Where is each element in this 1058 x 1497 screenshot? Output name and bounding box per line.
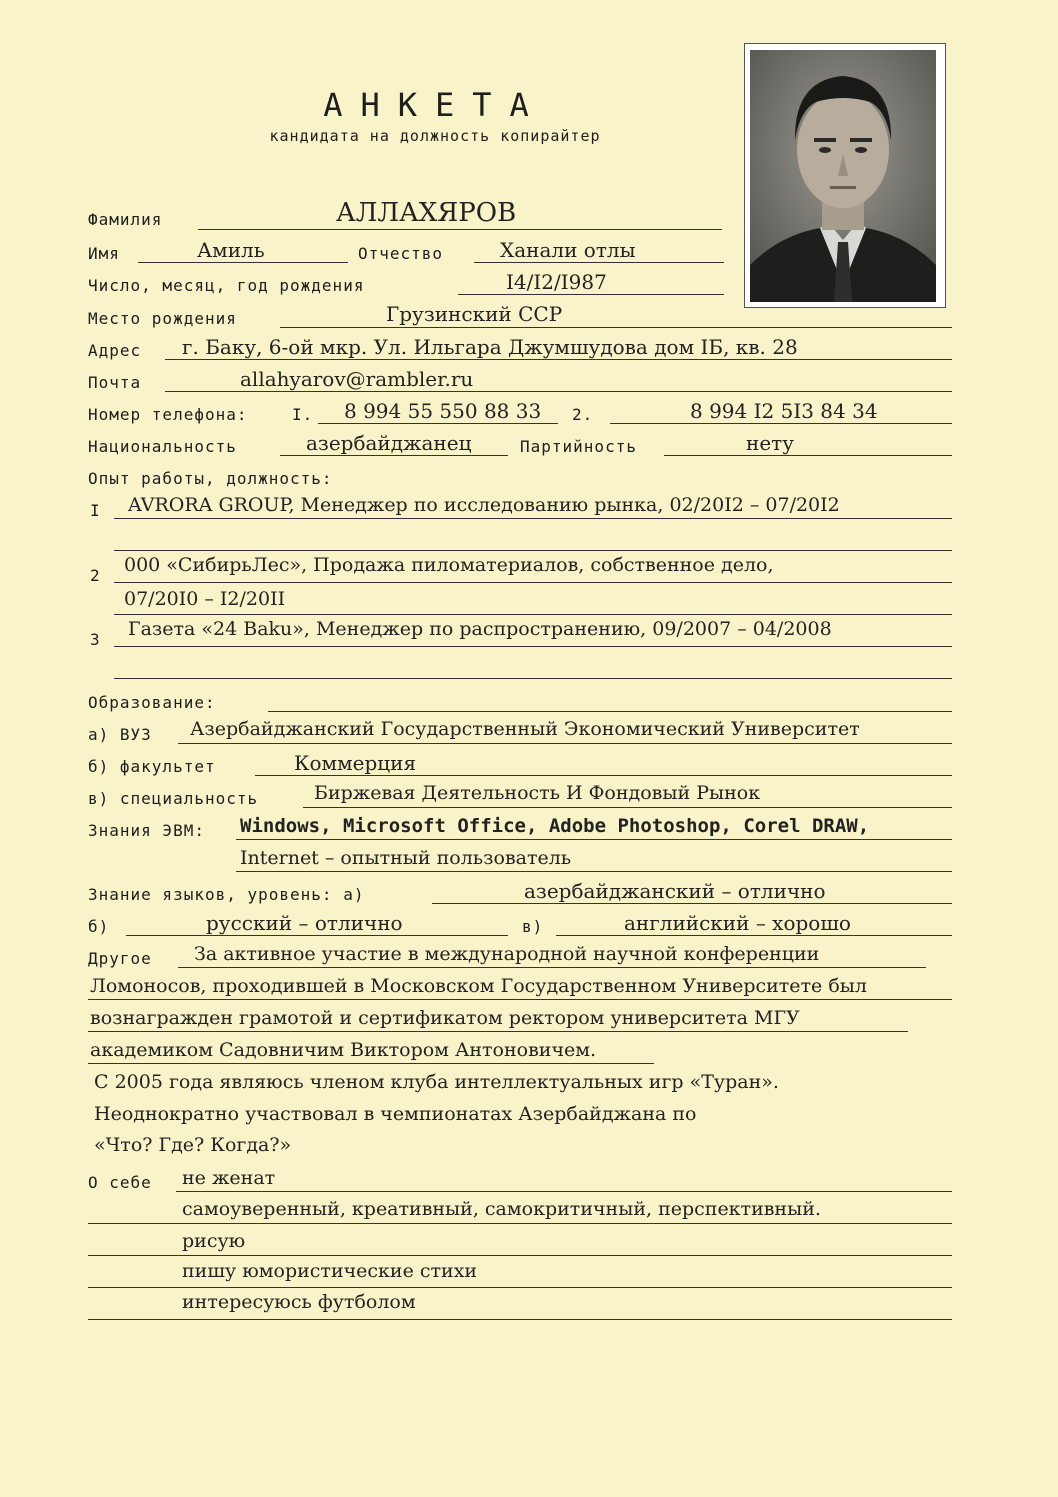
language-b-underline	[126, 935, 508, 936]
email-field[interactable]: allahyarov@rambler.ru	[240, 367, 474, 391]
address-underline	[165, 359, 952, 360]
experience-2-underline-2	[114, 614, 952, 615]
patronymic-label: Отчество	[358, 244, 444, 263]
education-label: Образование:	[88, 693, 216, 712]
candidate-photo	[750, 50, 936, 302]
language-c-label: в)	[522, 917, 544, 936]
party-underline	[664, 455, 952, 456]
name-field[interactable]: Амиль	[197, 238, 265, 262]
experience-2-marker: 2	[90, 566, 100, 585]
specialty-underline	[303, 807, 952, 808]
birthplace-underline	[280, 327, 952, 328]
other-line-1[interactable]: За активное участие в международной научной конференции	[194, 943, 820, 965]
language-a-underline	[432, 903, 952, 904]
university-label: а) ВУЗ	[88, 725, 152, 744]
other-label: Другое	[88, 949, 152, 968]
experience-label: Опыт работы, должность:	[88, 469, 333, 488]
other-underline-2	[88, 999, 952, 1000]
language-b-label: б)	[88, 917, 110, 936]
education-underline	[268, 711, 952, 712]
experience-3-underline	[114, 646, 952, 647]
computer-underline-2	[236, 871, 952, 872]
language-c-underline	[556, 935, 952, 936]
other-underline-4	[88, 1063, 654, 1064]
other-line-3[interactable]: вознагражден грамотой и сертификатом ректором университета МГУ	[90, 1007, 800, 1029]
about-line-1[interactable]: не женат	[182, 1167, 276, 1189]
experience-2-underline	[114, 582, 952, 583]
patronymic-underline	[474, 262, 724, 263]
language-a-field[interactable]: азербайджанский – отлично	[524, 879, 826, 903]
about-label: О себе	[88, 1173, 152, 1192]
languages-label: Знание языков, уровень: а)	[88, 885, 365, 904]
birthdate-label: Число, месяц, год рождения	[88, 276, 365, 295]
form-subtitle: кандидата на должность копирайтер	[269, 127, 601, 145]
faculty-label: б) факультет	[88, 757, 216, 776]
phone-1-marker: I.	[292, 405, 314, 424]
email-underline	[165, 391, 952, 392]
other-underline-1	[178, 967, 926, 968]
patronymic-field[interactable]: Ханали отлы	[500, 238, 636, 262]
nationality-underline	[280, 455, 508, 456]
about-line-2[interactable]: самоуверенный, креативный, самокритичный, перспективный.	[182, 1198, 821, 1220]
phone-2-underline	[610, 423, 952, 424]
about-line-4[interactable]: пишу юмористические стихи	[182, 1260, 478, 1282]
about-underline-3	[88, 1255, 952, 1256]
about-underline-5	[88, 1319, 952, 1320]
address-field[interactable]: г. Баку, 6-ой мкр. Ул. Ильгара Джумшудова дом IБ, кв. 28	[182, 335, 798, 359]
phone-2-field[interactable]: 8 994 I2 5I3 84 34	[690, 399, 878, 423]
about-underline-4	[88, 1287, 952, 1288]
computer-field-2[interactable]: Internet – опытный пользователь	[240, 847, 572, 869]
nationality-field[interactable]: азербайджанец	[306, 431, 472, 455]
birthplace-field[interactable]: Грузинский ССР	[386, 302, 563, 326]
experience-2-text-2[interactable]: 07/20I0 – I2/20II	[124, 588, 286, 610]
form-title: АНКЕТА	[323, 86, 547, 124]
about-line-3[interactable]: рисую	[182, 1230, 246, 1252]
faculty-underline	[255, 775, 952, 776]
other-line-4[interactable]: академиком Садовничим Виктором Антоновичем.	[90, 1039, 597, 1061]
name-label: Имя	[88, 244, 120, 263]
about-underline-2	[88, 1223, 952, 1224]
about-underline-1	[176, 1191, 952, 1192]
experience-2-text-1[interactable]: 000 «СибирьЛес», Продажа пиломатериалов, собственное дело,	[124, 554, 774, 576]
experience-1-marker: I	[90, 501, 100, 520]
computer-underline	[236, 839, 952, 840]
party-field[interactable]: нету	[746, 431, 794, 455]
birthdate-field[interactable]: I4/I2/I987	[506, 270, 607, 294]
faculty-field[interactable]: Коммерция	[294, 751, 417, 775]
phone-2-marker: 2.	[572, 405, 594, 424]
phone-label: Номер телефона:	[88, 405, 248, 424]
name-underline	[138, 262, 348, 263]
specialty-field[interactable]: Биржевая Деятельность И Фондовый Рынок	[314, 782, 761, 804]
specialty-label: в) специальность	[88, 789, 259, 808]
birthplace-label: Место рождения	[88, 309, 237, 328]
computer-label: Знания ЭВМ:	[88, 821, 205, 840]
phone-1-underline	[318, 423, 558, 424]
experience-1-underline-2	[114, 550, 952, 551]
about-line-5[interactable]: интересуюсь футболом	[182, 1291, 416, 1313]
computer-field-1[interactable]: Windows, Microsoft Office, Adobe Photoshop, Corel DRAW,	[240, 815, 870, 837]
experience-1-text[interactable]: AVRORA GROUP, Менеджер по исследованию рынка, 02/20I2 – 07/20I2	[128, 494, 840, 516]
candidate-photo-frame	[744, 43, 946, 308]
surname-field[interactable]: АЛЛАХЯРОВ	[336, 198, 517, 228]
language-c-field[interactable]: английский – хорошо	[624, 911, 851, 935]
other-line-6[interactable]: Неоднократно участвовал в чемпионатах Азербайджана по	[94, 1103, 697, 1125]
experience-1-underline	[114, 518, 952, 519]
birthdate-underline	[458, 294, 724, 295]
other-underline-3	[88, 1031, 908, 1032]
other-line-7[interactable]: «Что? Где? Когда?»	[94, 1134, 292, 1156]
university-underline	[178, 743, 952, 744]
email-label: Почта	[88, 373, 142, 392]
phone-1-field[interactable]: 8 994 55 550 88 33	[344, 399, 542, 423]
experience-3-marker: 3	[90, 630, 100, 649]
surname-underline	[198, 229, 722, 230]
other-line-2[interactable]: Ломоносов, проходившей в Московском Государственном Университете был	[90, 975, 867, 997]
experience-3-underline-2	[114, 678, 952, 679]
other-line-5[interactable]: С 2005 года являюсь членом клуба интеллектуальных игр «Туран».	[94, 1071, 779, 1093]
experience-3-text[interactable]: Газета «24 Baku», Менеджер по распространению, 09/2007 – 04/2008	[128, 618, 832, 640]
address-label: Адрес	[88, 341, 142, 360]
party-label: Партийность	[520, 437, 637, 456]
language-b-field[interactable]: русский – отлично	[206, 911, 403, 935]
university-field[interactable]: Азербайджанский Государственный Экономический Университет	[190, 718, 860, 740]
surname-label: Фамилия	[88, 210, 163, 229]
nationality-label: Национальность	[88, 437, 237, 456]
